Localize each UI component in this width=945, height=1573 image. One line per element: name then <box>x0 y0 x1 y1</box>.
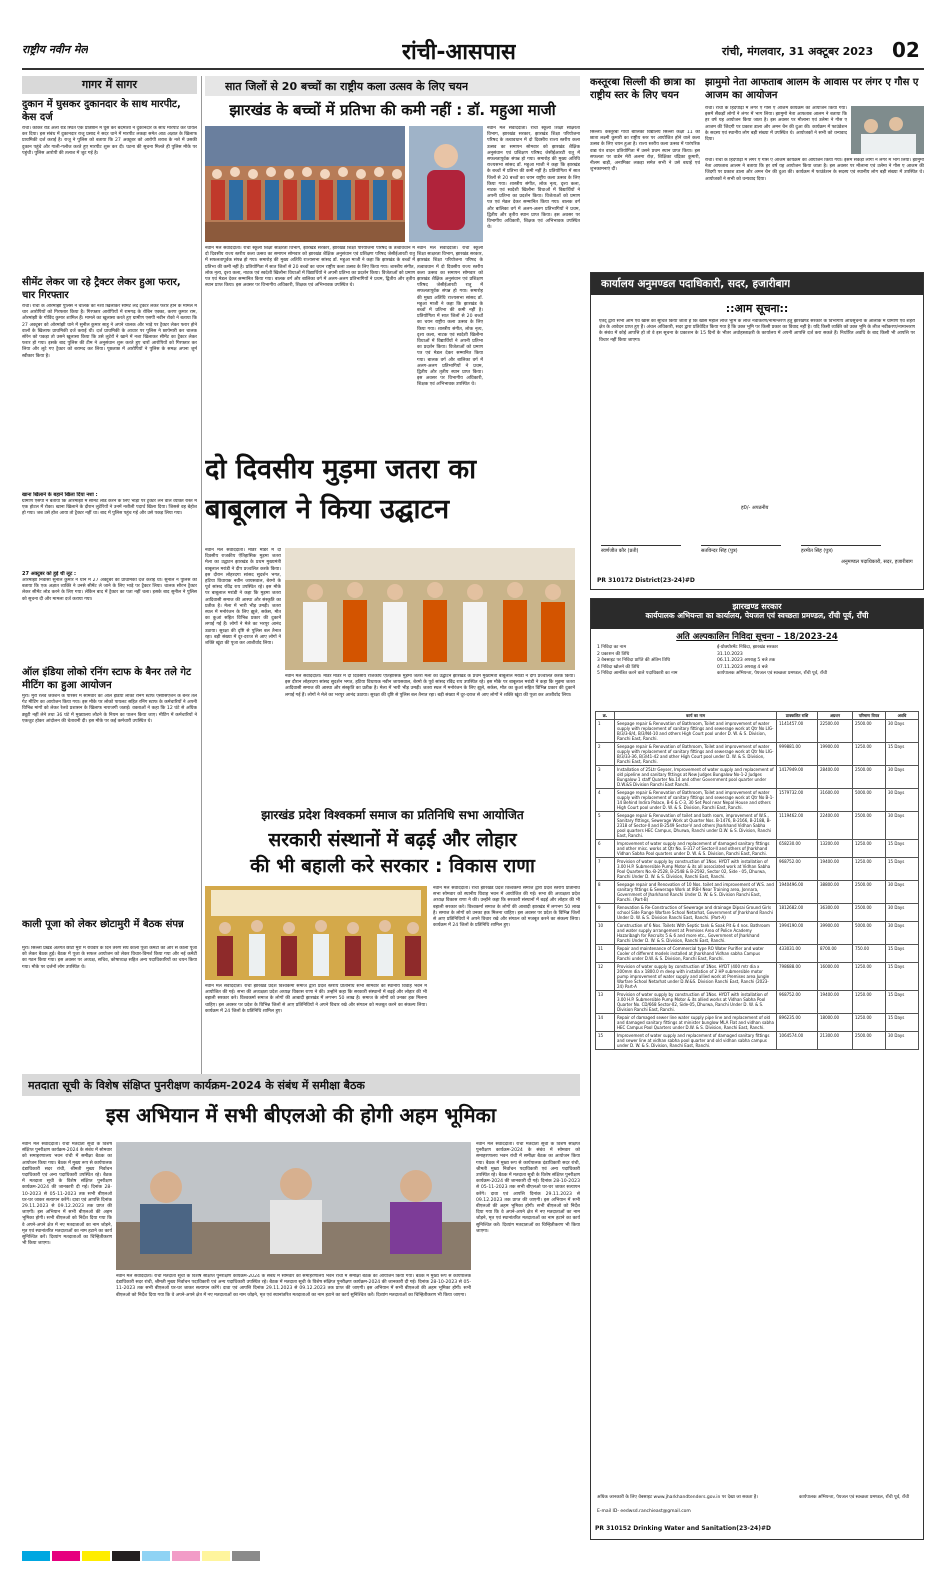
tender-cell: 15 <box>596 1032 615 1050</box>
kala-utsav-body: नवीन मेल संवाददाता। रांची स्कूली शिक्षा साक्षरता विभाग, झारखंड सरकार, झारखंड शिक्षा परियोजना परिषद के तत्वावधान में दो दिवसीय राज्य स्तरीय कला उत्सव का समापन सोमवार को झारखंड शैक्षिक अनुसंधान एवं प्रशिक्षण परिषद जेसीईआरटी रातू में सफलतापूर्वक संपन्न हो गया। समारोह की मुख्य अतिथि राज्यसभा सांसद डॉ. महुआ माजी ने कहा कि झारखंड के बच्चों में प्रतिभा की कमी नहीं है। प्रतियोगिता में सात जिलों से 20 बच्चों का चयन राष्ट्रीय कला उत्सव के लिए किया गया। शास्त्रीय संगीत, लोक नृत्य, दृश्य कला, नाटक एवं स्वदेशी खिलौना विधाओं में विद्यार्थियों ने अपनी प्रतिभा का प्रदर्शन किया। विजेताओं को प्रमाण पत्र एवं मेडल देकर सम्मानित किया गया। बालक वर्ग और बालिका वर्ग में अलग-अलग प्रतिभागियों ने प्रथम, द्वितीय और तृतीय स्थान प्राप्त किया। इस अवसर पर विभागीय अधिकारी, शिक्षक एवं अभिभावक उपस्थित थे। <box>205 246 415 289</box>
tender-cell: Seepage repair & Renovation of toilet and bath room, improvement of W.S., Sanitary fittings, Sewerage Work at Quarter Nos. B-1476, B-2166, B-2188, B-2318 of Sector-II and B-2549 Sector-V and others Jharkhand Vidhan Sabha pool quarters HEC Campus, Dhurwa, Ranchi under D.W. & S. Division, Ranchi East, Ranchi. <box>615 812 777 840</box>
tender-cell: 5000.00 <box>853 922 886 945</box>
tender-cell: 22500.00 <box>818 720 853 743</box>
tender-cell: 2500.00 <box>853 904 886 922</box>
tender-cell: 1250.00 <box>853 991 886 1014</box>
tender-cell: Improvement of water supply and replacement of damaged sanitary fittings and sewer line at vidhan sabha pool quarter and old vidhan sabha campus under D. W. & S. Division, Ranchi East, Ranchi. <box>615 1032 777 1050</box>
page-number: 02 <box>892 38 920 62</box>
tender-info-label: 1 निविदा का नाम <box>597 645 627 650</box>
mudma-headline-line1: दो दिवसीय मुड़मा जतरा का <box>205 454 477 485</box>
tender-cell: 12 <box>596 963 615 991</box>
kala-utsav-headline: झारखंड के बच्चों में प्रतिभा की कमी नहीं : डॉ. महुआ माजी <box>229 101 556 119</box>
tender-cell: 30 Days <box>886 812 919 840</box>
tender-cell: 5000.00 <box>853 789 886 812</box>
kasturba-body: सिल्ली। कस्तूरबा गांधी बालिका विद्यालय सिल्ली कक्षा 11 की छात्रा लक्ष्मी कुमारी का राष्ट्रीय स्तर पर आयोजित होने वाले कला उत्सव के लिए चयन हुआ है। राज्य स्तरीय कला उत्सव में पारंपरिक वाद्य यंत्र वादन प्रतियोगिता में उसने प्रथम स्थान प्राप्त किया। इस सफलता पर वार्डन मेरी अलमा रोज़, शिक्षिका चंद्रिका कुमारी, नीलम बाड़ी, अनामिका लकड़ा समेत सभी ने उसे बधाई एवं शुभकामनाएं दीं। <box>590 130 700 173</box>
tender-cell: 15 Days <box>886 743 919 766</box>
tender-cell: Provision of water supply by construction of 1Nos. HYDT (400 mtr dia x 200mm dia x 1800.0 m deep with installation of 2 HP submersible motor pump improvement of water supply and allied work at Premises area Jungle Warfare School Netarhat under D.W.&S. Division Ranchi East, Ranchi (2023-24) Part-A <box>615 963 777 991</box>
tender-cell: 433031.00 <box>777 945 818 963</box>
tender-row <box>596 922 919 945</box>
section-title: रांची-आसपास <box>402 40 516 65</box>
tender-cell: 21300.00 <box>818 1032 853 1050</box>
tender-cell: 15 Days <box>886 963 919 991</box>
tender-cell: Seepage repair & Renovation of Bathroom, Toilet and improvement of water supply with replacement of sanitary fittings and sewerage work at Qtr No LIG-B/3/33-36, B/3/41-42 and other High Court pool under D. W. & S. Division, Ranchi East, Ranchi. <box>615 743 777 766</box>
left-column <box>22 76 197 1086</box>
paper-logo: राष्ट्रीय नवीन मेल <box>22 43 88 56</box>
tender-cell: 39900.00 <box>818 922 853 945</box>
color-swatch <box>202 1551 230 1561</box>
tender-row <box>596 812 919 840</box>
tender-cell: 9 <box>596 904 615 922</box>
tender-cell: 38800.00 <box>818 881 853 904</box>
tender-cell: Repair and maintenance of Commercial type RO Water Purifier and water Cooler of different models installed at Jharkhand Vidhan sabha Campus Ranchi under D.W. & S. Division, Ranchi East, Ranchi. <box>615 945 777 963</box>
tender-cell: 13 <box>596 991 615 1014</box>
tender-row <box>596 963 919 991</box>
tender-col-header: परिमाण विपत्र <box>853 712 886 720</box>
kala-utsav-strap-text: सात जिलों से 20 बच्चों का राष्ट्रीय कला उत्सव के लिए चयन <box>225 80 469 93</box>
story-tractor-sub1-head: खाना खिलाने के बहाने खिला दिया नशा : <box>22 492 98 498</box>
tender-cell: 19400.00 <box>818 991 853 1014</box>
tender-cell: 6 <box>596 840 615 858</box>
tender-table-wrap <box>595 711 919 1491</box>
kala-utsav-group-photo <box>205 126 405 242</box>
tender-cell: 968752.00 <box>777 858 818 881</box>
tender-cell: 1250.00 <box>853 858 886 881</box>
kala-utsav-guest-photo <box>409 126 483 242</box>
story-tractor-sub2-body: ओरमांझी निवासी सुनील कुमार ने थाने में 27 अक्टूबर को प्राथमिकी दर्ज कराई थी। सुनील ने पुलिस को बताया कि एक अज्ञात व्यक्ति ने उनसे सीमेंट ले जाने के लिए भाड़े पर ट्रैक्टर लिया। चालक सौरभ ट्रैक्टर लेकर सीमेंट लोड करने के लिए गया। लेकिन बाद में ट्रैक्टर का पता नहीं चला। इसके बाद सुनील ने पुलिस को सूचना दी और मामला दर्ज कराया गया। <box>22 578 197 602</box>
vishwakarma-strap: झारखंड प्रदेश विश्वकर्मा समाज का प्रतिनिधि सभा आयोजित <box>261 808 524 822</box>
tender-row <box>596 743 919 766</box>
tender-footer-email: E-mail ID- eedwsd.ranchieast@gmail.com <box>597 1509 691 1514</box>
tender-cell: 2500.00 <box>853 812 886 840</box>
mudma-inauguration-photo <box>285 548 575 670</box>
tender-col-header: अग्रधन <box>818 712 853 720</box>
tender-info-value: 07.11.2023 अपराह्न 4 बजे <box>717 664 768 670</box>
tender-cell: 15 Days <box>886 840 919 858</box>
tender-info-label: 3 वेबसाइट पर निविदा प्राप्ति की अंतिम तिथि <box>597 658 671 663</box>
tender-cell: 1141457.00 <box>777 720 818 743</box>
tender-cell: 1250.00 <box>853 743 886 766</box>
kala-utsav-strap <box>205 76 580 96</box>
tender-cell: Provision of water supply by construction of 1Nos. HYDT with installation of 3.00 H.P. Submersible Pump Motor & its all associated work at Vidhan Sabha Pool Quarters No.-B-2528, B-2548 & B-2592, Sector 02, Side - 05, Dhurwa, Ranchi Under D. W. & S. Division, Ranchi East, Ranchi. <box>615 858 777 881</box>
tender-cell: 1417949.00 <box>777 766 818 789</box>
tender-cell: Construction of 6 Nos. Toilets With Septic tank & Soak Pit & 4 nos. Bathroom and water supply arrangement at Premises Area of Police Academy Hazaribagh for Recruits 5 & 6 and more etc., Government of Jharkhand Ranchi Under D. W. & S. Division, Ranchi East, Ranchi. <box>615 922 777 945</box>
story-shop-assault-headline: दुकान में घुसकर दुकानदार के साथ मारपीट, केस दर्ज <box>22 99 181 123</box>
tender-cell: Seepage repair and Renovation of 10 Nos. toilet and improvement of W.S. and sanitary fittings & Sewerage Work at IRB-I Near Training area, Jonnara, Government of Jharkhand Ranchi Under D. W. & S. Division Ranchi East, Ranchi. (Part-B) <box>615 881 777 904</box>
tender-office: कार्यपालक अभियन्ता का कार्यालय, पेयजल एवं स्वच्छता प्रमण्डल, राँची पूर्व, राँची <box>645 611 869 620</box>
story-loco-headline: ऑल इंडिया लोको रनिंग स्टाफ के बैनर तले गेट मीटिंग का हुआ आयोजन <box>22 667 192 691</box>
tender-cell: 750.00 <box>853 945 886 963</box>
tender-cell: Improvement of water supply and replacement of damaged sanitary fittings and other misc. works at Qtr No. E-317 of Sector-II and others of Jharkhand Vidhan Sabha Pool quarters under D. W. & S. Division, Ranchi East, Ranchi. <box>615 840 777 858</box>
tender-row <box>596 1032 919 1050</box>
notice-public-pr: PR 310172 District(23-24)#D <box>597 577 695 584</box>
election-strap: मतदाता सूची के विशेष संक्षिप्त पुनरीक्षण कार्यक्रम-2024 के संबंध में समीक्षा बैठक <box>28 1079 365 1092</box>
tender-cell: 15 Days <box>886 1014 919 1032</box>
tender-cell: 19900.00 <box>818 743 853 766</box>
tender-cell: 30 Days <box>886 720 919 743</box>
tender-info-label: 5 निविदा आमंत्रित करने वाले पदाधिकारी का नाम <box>597 671 678 676</box>
jhamumo-body: रांची। रांची के हिंदपीढ़ी में लंगर ए गौस ए आजम कार्यक्रम का आयोजन किया गया। इसमें सैंकड़ों लोगों ने लंगर में भाग लिया। झामुमो नेता आफताब आलम ने बताया कि हर वर्ष यह आयोजन किया जाता है। इस अवसर पर मौलाना एवं उलेमा ने गौस ए आजम की जिंदगी पर प्रकाश डाला और अमन चैन की दुआ की। कार्यक्रम में फाउंडेशन के सदस्य एवं स्थानीय लोग बड़ी संख्या में उपस्थित थे। आयोजकों ने सभी को धन्यवाद दिया। <box>705 106 847 143</box>
notice-public-signatory-3: हरमीत सिंह (पुत्र) <box>801 545 881 554</box>
tender-info-label: 4 निविदा खोलने की तिथि <box>597 664 640 670</box>
kala-utsav-story <box>205 76 580 446</box>
jhamumo-story <box>705 76 924 266</box>
tender-cell: 18000.00 <box>818 1014 853 1032</box>
tender-cell: 30 Days <box>886 766 919 789</box>
kasturba-headline: कस्तूरबा सिल्ली की छात्रा का राष्ट्रीय स्तर के लिए चयन <box>590 77 696 101</box>
story-shop-assault-body: रांची। कोकर रोड अली रोड स्थित एक प्रतिष्ठान में घुस कर बदमाशों ने दुकानदार के साथ मारपीट कर घायल कर दिया। इस संबंध में दुकानदार राजू प्रसाद ने सदर थाने में मारपीट लकड़ा समेत आठ अज्ञात के खिलाफ प्राथमिकी दर्ज कराई है। राजू ने पुलिस को बताया कि 27 अक्टूबर को आरोपी शराब के नशे में उसकी दुकान पहुंचे और गाली-गलौज करते हुए मारपीट शुरू कर दी। घटना की सूचना मिलते ही पुलिस मौके पर पहुंची। पुलिस आरोपी की तलाश में जुट गई है। <box>22 126 197 156</box>
tender-cell: 798688.00 <box>777 963 818 991</box>
election-story <box>22 1074 580 1504</box>
tender-cell: Provision of water supply by construction of 1Nos. HYDT with installation of 3.00 H.P. Submersible Pump Motor & its allied works at Vidhan Sabha Pool Quarter No. CD/668 Sector-02, Side-05, Dhurwa, Ranchi Under D. W. & S. Division Ranchi East, Ranchi. <box>615 991 777 1014</box>
tender-cell: 896235.00 <box>777 1014 818 1032</box>
tender-cell: Installation of 25Ltr Geyser, Improvement of water supply and replacement of old pipeline and sanitary fittings at New Judges Bungalow No-1-2 Judges Bungalow 1 staff Quarter No.14 and other Government pool quarter under D.W.&S Division Ranchi East Ranchi. <box>615 766 777 789</box>
jhamumo-headline: झामुमो नेता आफताब आलम के आवास पर लंगर ए गौस ए आजम का आयोजन <box>705 77 919 101</box>
tender-cell: 658230.00 <box>777 840 818 858</box>
tender-info-value: 06.11.2023 अपराह्न 5 बजे तक <box>717 658 776 663</box>
tender-cell: 19400.00 <box>818 858 853 881</box>
tender-info-row <box>597 671 917 678</box>
tender-row <box>596 840 919 858</box>
notice-public-sign-label: ह0/- अपठनीय <box>741 505 769 511</box>
kasturba-story <box>590 76 700 266</box>
tender-cell: 30 Days <box>886 789 919 812</box>
tender-officer: कार्यपालक अभियन्ता, पेयजल एवं स्वच्छता प्रमण्डल, राँची पूर्व, राँची <box>799 1495 909 1500</box>
tender-cell: Renovation & Re-Construction of Sewerage and drainage Dipsai Ground Girls school Side Range Warfare School Netarhat, Government of Jharkhand Ranchi Under D. W. & S. Division Ranchi East, Ranchi. (Part-A) <box>615 904 777 922</box>
tender-table <box>595 711 919 1050</box>
tender-info-label: 2 प्रकाशन की तिथि <box>597 651 630 657</box>
vishwakarma-body-cont: नवीन मेल संवाददाता। रांची झारखंड प्रदेश विश्वकर्मा समाज द्वारा प्रदेश स्तरीय प्रतिनिधि सभा सोमवार को स्थानीय विवाह भवन में आयोजित की गई। सभा की अध्यक्षता प्रदेश अध्यक्ष विकास राणा ने की। उन्होंने कहा कि सरकारी संस्थानों में बढ़ई और लोहार की भी बहाली सरकार करे। विश्वकर्मा समाज के लोगों की आबादी झारखंड में लगभग 50 लाख है। समाज के लोगों को उनका हक मिलना चाहिए। इस अवसर पर प्रदेश के विभिन्न जिलों से आए प्रतिनिधियों ने अपने विचार रखे और संगठन को मजबूत करने का संकल्प लिया। कार्यक्रम में 24 जिलों के प्रतिनिधि शामिल हुए। <box>433 886 580 929</box>
tender-pr: PR 310152 Drinking Water and Sanitation(23-24)#D <box>595 1525 771 1532</box>
color-swatch <box>82 1551 110 1561</box>
tender-row <box>596 766 919 789</box>
issue-date: रांची, मंगलवार, 31 अक्टूबर 2023 <box>722 45 874 58</box>
tender-cell: 3 <box>596 766 615 789</box>
print-color-bar <box>22 1546 924 1560</box>
tender-info-value: कार्यपालक अभियन्ता, पेयजल एवं स्वच्छता प्रमण्डल, राँची पूर्व, राँची <box>717 671 827 676</box>
notice-public-signatory-1: स्वर्णजीत कौर (प्रती) <box>601 545 681 554</box>
tender-cell: 13200.00 <box>818 840 853 858</box>
color-swatch <box>142 1551 170 1561</box>
tender-cell: 1119462.00 <box>777 812 818 840</box>
tender-cell: 11 <box>596 945 615 963</box>
column-divider <box>201 76 202 1086</box>
tender-gov: झारखण्ड सरकार <box>732 602 782 611</box>
story-tractor-sub2-head: 27 अक्टूबर को हुई थी लूट : <box>22 571 77 577</box>
tender-cell: 14 <box>596 1014 615 1032</box>
story-tractor-headline: सीमेंट लेकर जा रहे ट्रैक्टर लेकर हुआ फरार, चार गिरफ्तार <box>22 277 181 301</box>
color-swatch <box>232 1551 260 1561</box>
tender-col-header: अवधि <box>886 712 919 720</box>
notice-public-title: ::आम सूचना:: <box>725 302 789 315</box>
jhamumo-body-cont: रांची। रांची के हिंदपीढ़ी में लंगर ए गौस ए आजम कार्यक्रम का आयोजन किया गया। इसमें सैंकड़ों लोगों ने लंगर में भाग लिया। झामुमो नेता आफताब आलम ने बताया कि हर वर्ष यह आयोजन किया जाता है। इस अवसर पर मौलाना एवं उलेमा ने गौस ए आजम की जिंदगी पर प्रकाश डाला और अमन चैन की दुआ की। कार्यक्रम में फाउंडेशन के सदस्य एवं स्थानीय लोग बड़ी संख्या में उपस्थित थे। आयोजकों ने सभी को धन्यवाद दिया। <box>705 158 924 182</box>
tender-cell: 31600.00 <box>818 789 853 812</box>
tender-cell: 1940496.00 <box>777 881 818 904</box>
election-meeting-photo <box>116 1142 471 1270</box>
notice-public-signatory-2: सतविन्दर सिंह (पुत्र) <box>701 545 781 554</box>
notice-public-body: एतद् द्वारा सभी आम एवं खास को सूचित किया जाता है कि खास महाल लीज भूमि के लीज नवीकरण/नामान्तरण हेतु झारखण्ड सरकार के विभागीय अधिसूचना के आलोक में ग्रामीण एवं शहरी क्षेत्र के आवेदन प्राप्त हुए हैं। अंचल अधिकारी, सदर द्वारा प्रतिवेदित किया गया है कि उक्त भूमि पर किसी प्रकार का विवाद नहीं है। यदि किसी व्यक्ति को उक्त भूमि के लीज नवीकरण/नामान्तरण के संबंध में कोई आपत्ति हो तो वे इस सूचना के प्रकाशन के 15 दिनों के भीतर अधोहस्ताक्षरी के कार्यालय में अपनी आपत्ति दर्ज करा सकते हैं। निर्धारित अवधि के बाद किसी भी आपत्ति पर विचार नहीं किया जाएगा। <box>599 319 915 343</box>
tender-cell: 5 <box>596 812 615 840</box>
mudma-headline-line2: बाबूलाल ने किया उद्घाटन <box>205 494 450 525</box>
tender-row <box>596 1014 919 1032</box>
tender-cell: 16000.00 <box>818 963 853 991</box>
tender-cell: 30 Days <box>886 922 919 945</box>
tender-cell: 2 <box>596 743 615 766</box>
tender-info-block <box>597 645 917 707</box>
tender-cell: 2500.00 <box>853 881 886 904</box>
jhamumo-photo <box>851 106 924 154</box>
tender-cell: 2500.00 <box>853 1032 886 1050</box>
vishwakarma-photo <box>205 886 427 980</box>
tender-row <box>596 991 919 1014</box>
tender-cell: 15 Days <box>886 858 919 881</box>
vishwakarma-headline-line1: सरकारी संस्थानों में बढ़ई और लोहार <box>268 829 517 851</box>
tender-row <box>596 904 919 922</box>
tender-row <box>596 720 919 743</box>
color-swatch <box>22 1551 50 1561</box>
tender-cell: Seepage repair & Renovation of Bathroom, Toilet and improvement of water supply with replacement of sanitary fittings and sewerage work at Qtr No B-1-14 Behind Indira Palace, B-6 & C-3, 30 Set Pool near Nepal House and others High Court pool under D. W. & S. Division, Ranchi East, Ranchi. <box>615 789 777 812</box>
kala-utsav-body-cont: नवीन मेल संवाददाता। रांची स्कूली शिक्षा साक्षरता विभाग, झारखंड सरकार, झारखंड शिक्षा परियोजना परिषद के तत्वावधान में दो दिवसीय राज्य स्तरीय कला उत्सव का समापन सोमवार को झारखंड शैक्षिक अनुसंधान एवं प्रशिक्षण परिषद जेसीईआरटी रातू में सफलतापूर्वक संपन्न हो गया। समारोह की मुख्य अतिथि राज्यसभा सांसद डॉ. महुआ माजी ने कहा कि झारखंड के बच्चों में प्रतिभा की कमी नहीं है। प्रतियोगिता में सात जिलों से 20 बच्चों का चयन राष्ट्रीय कला उत्सव के लिए किया गया। शास्त्रीय संगीत, लोक नृत्य, दृश्य कला, नाटक एवं स्वदेशी खिलौना विधाओं में विद्यार्थियों ने अपनी प्रतिभा का प्रदर्शन किया। विजेताओं को प्रमाण पत्र एवं मेडल देकर सम्मानित किया गया। बालक वर्ग और बालिका वर्ग में अलग-अलग प्रतिभागियों ने प्रथम, द्वितीय और तृतीय स्थान प्राप्त किया। इस अवसर पर विभागीय अधिकारी, शिक्षक एवं अभिभावक उपस्थित थे। <box>487 126 580 231</box>
election-body: नवीन मेल संवाददाता। रांची मतदाता सूची के विशेष संक्षिप्त पुनरीक्षण कार्यक्रम-2024 के संबंध में सोमवार को समाहरणालय भवन रांची में समीक्षा बैठक का आयोजन किया गया। बैठक में मुख्य रूप से कार्यपालक दंडाधिकारी सदर रांची, श्रीमती मुख्य निर्वाचन पदाधिकारी एवं अन्य पदाधिकारी उपस्थित रहे। बैठक में मतदाता सूची के विशेष संक्षिप्त पुनरीक्षण कार्यक्रम-2024 की जानकारी दी गई। दिनांक 28-10-2023 से 05-11-2023 तक सभी बीएलओ घर-घर जाकर सत्यापन करेंगे। दावा एवं आपत्ति दिनांक 29.11.2023 से 09.12.2023 तक प्राप्त की जाएगी। इस अभियान में सभी बीएलओ की अहम भूमिका होगी। सभी बीएलओ को निर्देश दिया गया कि वे अपने-अपने क्षेत्र में नए मतदाताओं का नाम जोड़ने, मृत एवं स्थानांतरित मतदाताओं का नाम हटाने का कार्य सुनिश्चित करें। दिव्यांग मतदाताओं का चिन्हितीकरण भी किया जाएगा। <box>22 1142 112 1247</box>
mudma-story <box>205 452 580 802</box>
color-swatch <box>52 1551 80 1561</box>
story-loco-body: मुरी। मुरी रेलवे जंक्शन के परिसर में सोमवार को ऑल इंडिया लोको रनिंग स्टाफ एसोसिएशन के बैनर तले गेट मीटिंग का आयोजन किया गया। इस मौके पर लोको पायलट सहित रनिंग स्टाफ के कर्मचारियों ने अपनी विभिन्न मांगों को लेकर रेलवे प्रशासन के खिलाफ नाराजगी जताई। वक्ताओं ने कहा कि 12 घंटे से अधिक ड्यूटी नहीं लेने तथा 36 घंटे में मुख्यालय लौटने के नियम का पालन किया जाए। मीटिंग में कर्मचारियों ने एकजुट होकर आंदोलन की चेतावनी दी। इस मौके पर कई कर्मचारी उपस्थित थे। <box>22 694 197 724</box>
masthead <box>22 36 924 66</box>
mudma-body: नवीन मेल संवाददाता। मांडर मांडर में दो दिवसीय राजकीय ऐतिहासिक मुड़मा जतरा मेला का उद्घाटन झारखंड के प्रथम मुख्यमंत्री बाबूलाल मरांडी ने दीप प्रज्वलित करके किया। इस दौरान लोहरदगा सांसद सुदर्शन भगत, हटिया विधायक नवीन जायसवाल, बेरमो के पूर्व सांसद रविंद्र राय उपस्थित रहे। इस मौके पर बाबूलाल मरांडी ने कहा कि मुड़मा जतरा आदिवासी समाज की आस्था और संस्कृति का प्रतीक है। मेला में भारी भीड़ उमड़ी। जतरा स्थल में मनोरंजन के लिए झूले, सर्कस, मौत का कुआं सहित विभिन्न प्रकार की दुकानें लगाई गई हैं। लोगों ने मेले का भरपूर आनंद उठाया। सुरक्षा की दृष्टि से पुलिस बल तैनात रहा। बड़ी संख्या में दूर-दराज से आए लोगों ने शक्ति खूंटा की पूजा कर आशीर्वाद लिया। <box>205 548 281 647</box>
tender-cell: 15 Days <box>886 991 919 1014</box>
tender-row <box>596 945 919 963</box>
tender-cell: 28400.00 <box>818 766 853 789</box>
kala-utsav-body-cont2: नवीन मेल संवाददाता। रांची स्कूली शिक्षा साक्षरता विभाग, झारखंड सरकार, झारखंड शिक्षा परियोजना परिषद के तत्वावधान में दो दिवसीय राज्य स्तरीय कला उत्सव का समापन सोमवार को झारखंड शैक्षिक अनुसंधान एवं प्रशिक्षण परिषद जेसीईआरटी रातू में सफलतापूर्वक संपन्न हो गया। समारोह की मुख्य अतिथि राज्यसभा सांसद डॉ. महुआ माजी ने कहा कि झारखंड के बच्चों में प्रतिभा की कमी नहीं है। प्रतियोगिता में सात जिलों से 20 बच्चों का चयन राष्ट्रीय कला उत्सव के लिए किया गया। शास्त्रीय संगीत, लोक नृत्य, दृश्य कला, नाटक एवं स्वदेशी खिलौना विधाओं में विद्यार्थियों ने अपनी प्रतिभा का प्रदर्शन किया। विजेताओं को प्रमाण पत्र एवं मेडल देकर सम्मानित किया गया। बालक वर्ग और बालिका वर्ग में अलग-अलग प्रतिभागियों ने प्रथम, द्वितीय और तृतीय स्थान प्राप्त किया। इस अवसर पर विभागीय अधिकारी, शिक्षक एवं अभिभावक उपस्थित थे। <box>417 246 483 388</box>
tender-cell: Seepage repair & Renovation of Bathroom, Toilet and improvement of water supply with replacement of sanitary fittings and sewerage work at Qtr No LIG-B/3/3-8/4, B/3/N4-10 and others High Court pool under D. W. & S. Division, Ranchi East, Ranchi. <box>615 720 777 743</box>
election-strap-bar <box>22 1074 580 1096</box>
tender-cell: 15 Days <box>886 945 919 963</box>
notice-public <box>590 272 924 590</box>
mudma-body-cont: नवीन मेल संवाददाता। मांडर मांडर में दो दिवसीय राजकीय ऐतिहासिक मुड़मा जतरा मेला का उद्घाटन झारखंड के प्रथम मुख्यमंत्री बाबूलाल मरांडी ने दीप प्रज्वलित करके किया। इस दौरान लोहरदगा सांसद सुदर्शन भगत, हटिया विधायक नवीन जायसवाल, बेरमो के पूर्व सांसद रविंद्र राय उपस्थित रहे। इस मौके पर बाबूलाल मरांडी ने कहा कि मुड़मा जतरा आदिवासी समाज की आस्था और संस्कृति का प्रतीक है। मेला में भारी भीड़ उमड़ी। जतरा स्थल में मनोरंजन के लिए झूले, सर्कस, मौत का कुआं सहित विभिन्न प्रकार की दुकानें लगाई गई हैं। लोगों ने मेले का भरपूर आनंद उठाया। सुरक्षा की दृष्टि से पुलिस बल तैनात रहा। बड़ी संख्या में दूर-दराज से आए लोगों ने शक्ति खूंटा की पूजा कर आशीर्वाद लिया। <box>285 674 575 698</box>
tender-cell: 22400.00 <box>818 812 853 840</box>
tender-cell: 30 Days <box>886 1032 919 1050</box>
story-kalipuja-body: मुरी। सिल्ली प्रखंड अंतर्गत छोटा मुरी में रविवार के दिन तरुण संघ काली पूजा कमेटी की ओर से काली पूजा को लेकर बैठक हुई। बैठक में पूजा के सफल आयोजन को लेकर विचार-विमर्श किया गया और नई कमेटी का गठन किया गया। इस अवसर पर अध्यक्ष, सचिव, कोषाध्यक्ष सहित अन्य पदाधिकारियों का चयन किया गया। मौके पर दर्जनों लोग उपस्थित थे। <box>22 946 197 970</box>
masthead-rule <box>22 68 924 70</box>
tender-cell: 1812682.00 <box>777 904 818 922</box>
tender-cell: 999881.00 <box>777 743 818 766</box>
tender-cell: 30 Days <box>886 904 919 922</box>
tender-col-header: प्राक्कलित राशि <box>777 712 818 720</box>
tender-info-value: 31.10.2023 <box>717 651 743 657</box>
tender-table-header <box>596 712 919 720</box>
vishwakarma-story <box>205 806 580 1068</box>
tender-col-header: कार्य का नाम <box>615 712 777 720</box>
column-band-title: गागर में सागर <box>22 76 197 94</box>
notice-public-officer: अनुमण्डल पदाधिकारी, सदर, हजारीबाग <box>841 559 913 565</box>
tender-cell: Repair of damaged sewer line water supply pipe line and replacement of old and damaged sanitary fittings at minister bunglow MLA Flat and vidhan sabha HEC Campus Pool Quarters under D.W. & S. Division, Ranchi East, Ranchi. <box>615 1014 777 1032</box>
tender-cell: 1 <box>596 720 615 743</box>
tender-cell: 4 <box>596 789 615 812</box>
tender-info-value: ई-प्रोक्योरमेंट निविदा, झारखंड सरकार <box>717 645 778 650</box>
tender-row <box>596 858 919 881</box>
tender-cell: 10 <box>596 922 615 945</box>
tender-cell: 1250.00 <box>853 840 886 858</box>
tender-cell: 968752.00 <box>777 991 818 1014</box>
tender-row <box>596 789 919 812</box>
story-kalipuja-headline: काली पूजा को लेकर छोटामुरी में बैठक संपन्न <box>22 919 184 930</box>
tender-cell: 30 Days <box>886 881 919 904</box>
vishwakarma-headline-line2: की भी बहाली करे सरकार : विकास राणा <box>250 855 535 877</box>
election-body-cont: नवीन मेल संवाददाता। रांची मतदाता सूची के विशेष संक्षिप्त पुनरीक्षण कार्यक्रम-2024 के संबंध में सोमवार को समाहरणालय भवन रांची में समीक्षा बैठक का आयोजन किया गया। बैठक में मुख्य रूप से कार्यपालक दंडाधिकारी सदर रांची, श्रीमती मुख्य निर्वाचन पदाधिकारी एवं अन्य पदाधिकारी उपस्थित रहे। बैठक में मतदाता सूची के विशेष संक्षिप्त पुनरीक्षण कार्यक्रम-2024 की जानकारी दी गई। दिनांक 28-10-2023 से 05-11-2023 तक सभी बीएलओ घर-घर जाकर सत्यापन करेंगे। दावा एवं आपत्ति दिनांक 29.11.2023 से 09.12.2023 तक प्राप्त की जाएगी। इस अभियान में सभी बीएलओ की अहम भूमिका होगी। सभी बीएलओ को निर्देश दिया गया कि वे अपने-अपने क्षेत्र में नए मतदाताओं का नाम जोड़ने, मृत एवं स्थानांतरित मतदाताओं का नाम हटाने का कार्य सुनिश्चित करें। दिव्यांग मतदाताओं का चिन्हितीकरण भी किया जाएगा। <box>116 1274 471 1298</box>
notice-public-office: कार्यालय अनुमण्डल पदाधिकारी, सदर, हजारीबाग <box>601 278 791 290</box>
tender-cell: 1579732.00 <box>777 789 818 812</box>
color-swatch <box>112 1551 140 1561</box>
tender-cell: 1064574.00 <box>777 1032 818 1050</box>
tender-col-header: क्र. <box>596 712 615 720</box>
tender-cell: 8 <box>596 881 615 904</box>
tender-cell: 1250.00 <box>853 1014 886 1032</box>
tender-title: अति अल्पकालिन निविदा सूचना – 18/2023-24 <box>676 632 838 642</box>
story-tractor-sub1-body: ग्रामीण एसपी ने बताया कि ओरमांझी में सीमेंट लोड करने के लिए भाड़ा पर ट्रैक्टर लेने वाले व्यक्ति रास्ते में एक होटल में रोका। खाना खिलाने के दौरान लुटेरियों ने उनमें नशीली पदार्थ खिला दिया। जिससे वह बेहोश हो गया। जब उसे होश आया तो ट्रैक्टर नहीं था। बाद में पुलिस पहुंच गई और उसे पकड़ लिया गया। <box>22 499 197 517</box>
tender-cell: 8700.00 <box>818 945 853 963</box>
tender-row <box>596 881 919 904</box>
tender-header-bar <box>591 599 923 629</box>
tender-cell: 1994190.00 <box>777 922 818 945</box>
tender-cell: 2500.00 <box>853 766 886 789</box>
election-headline: इस अभियान में सभी बीएलओ की होगी अहम भूमिका <box>105 1103 497 1127</box>
tender-footer-left: अधिक जानकारी के लिए वेबसाइट www.jharkhandtenders.gov.in पर देखा जा सकता है। <box>597 1495 758 1500</box>
vishwakarma-body: नवीन मेल संवाददाता। रांची झारखंड प्रदेश विश्वकर्मा समाज द्वारा प्रदेश स्तरीय प्रतिनिधि सभा सोमवार को स्थानीय विवाह भवन में आयोजित की गई। सभा की अध्यक्षता प्रदेश अध्यक्ष विकास राणा ने की। उन्होंने कहा कि सरकारी संस्थानों में बढ़ई और लोहार की भी बहाली सरकार करे। विश्वकर्मा समाज के लोगों की आबादी झारखंड में लगभग 50 लाख है। समाज के लोगों को उनका हक मिलना चाहिए। इस अवसर पर प्रदेश के विभिन्न जिलों से आए प्रतिनिधियों ने अपने विचार रखे और संगठन को मजबूत करने का संकल्प लिया। कार्यक्रम में 24 जिलों के प्रतिनिधि शामिल हुए। <box>205 984 427 1014</box>
tender-cell: 2500.00 <box>853 720 886 743</box>
tender-cell: 1250.00 <box>853 963 886 991</box>
tender-notice <box>590 598 924 1540</box>
election-body-cont2: नवीन मेल संवाददाता। रांची मतदाता सूची के विशेष संक्षिप्त पुनरीक्षण कार्यक्रम-2024 के संबंध में सोमवार को समाहरणालय भवन रांची में समीक्षा बैठक का आयोजन किया गया। बैठक में मुख्य रूप से कार्यपालक दंडाधिकारी सदर रांची, श्रीमती मुख्य निर्वाचन पदाधिकारी एवं अन्य पदाधिकारी उपस्थित रहे। बैठक में मतदाता सूची के विशेष संक्षिप्त पुनरीक्षण कार्यक्रम-2024 की जानकारी दी गई। दिनांक 28-10-2023 से 05-11-2023 तक सभी बीएलओ घर-घर जाकर सत्यापन करेंगे। दावा एवं आपत्ति दिनांक 29.11.2023 से 09.12.2023 तक प्राप्त की जाएगी। इस अभियान में सभी बीएलओ की अहम भूमिका होगी। सभी बीएलओ को निर्देश दिया गया कि वे अपने-अपने क्षेत्र में नए मतदाताओं का नाम जोड़ने, मृत एवं स्थानांतरित मतदाताओं का नाम हटाने का कार्य सुनिश्चित करें। दिव्यांग मतदाताओं का चिन्हितीकरण भी किया जाएगा। <box>476 1142 580 1234</box>
story-tractor-body: रांची। रांची के ओरमांझी पुलिस ने चालक को नशा खिलाकर सीमेंट लदे ट्रैक्टर लेकर फरार होने के मामले में चार आरोपियों को गिरफ्तार किया है। गिरफ्तार आरोपियों में रामगढ़ के रोबिन एक्का, करण कुमार राम, ओरमांझी के गोविंद कुमार शामिल हैं। मामले का खुलासा करते हुए ग्रामीण एसपी नवीन रोको ने बताया कि 27 अक्टूबर को ओरमांझी थाने में सुनील कुमार साहू ने अपने चालक और भाड़े पर ट्रैक्टर लेकर फरार होने वालों के खिलाफ प्राथमिकी दर्ज कराई थी। दर्ज प्राथमिकी के आधार पर पुलिस ने छापेमारी कर चालक सोरेन को पकड़ा तो उसने खुलासा किया कि उसे लुटेरों ने खाने में नशा खिलाकर सीमेंट का ट्रैक्टर लेकर फरार हो गया। इसके बाद पुलिस की टीम ने अनुसंधान शुरू करते हुए चारों आरोपियों को गिरफ्तार कर लिया और लूटे गए ट्रैक्टर को बरामद कर लिया। पूछताछ में आरोपियों ने पुलिस के समक्ष अपना जुर्म स्वीकार किया है। <box>22 304 197 359</box>
tender-cell: 36300.00 <box>818 904 853 922</box>
color-swatch <box>172 1551 200 1561</box>
notice-public-office-bar <box>591 273 923 295</box>
tender-cell: 7 <box>596 858 615 881</box>
